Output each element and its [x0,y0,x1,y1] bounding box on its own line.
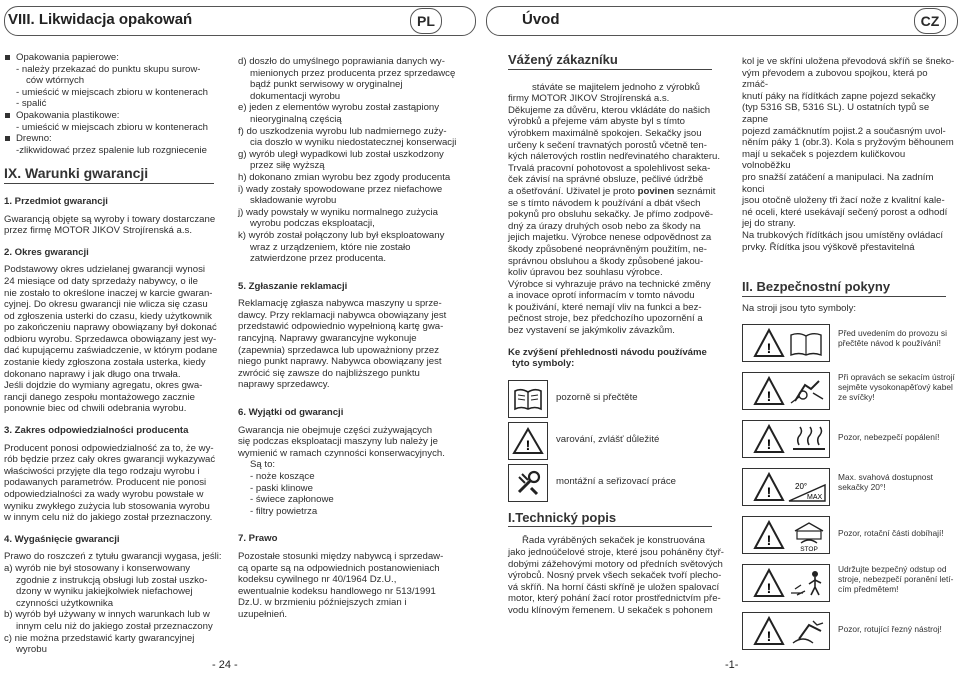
symbol-row-read [508,380,730,418]
text-line: - umieścić w miejscach zbioru w kontenerach [16,86,208,98]
text-line: - paski klinowe [250,482,313,494]
text-line: knutí páky na řídítkách zapne pojezd sekačky [742,90,936,102]
text-line: uzupełnień. [238,608,288,620]
text-line: Udržujte bezpečný odstup od [838,564,947,575]
bold-word: povinen [637,185,675,197]
text-line: prvky. Řídítka jsou výškově přestavitelná [742,241,915,253]
rotating-parts-icon [742,516,830,554]
text-line: innym celu niż do jakiego został przeznaczony [16,620,213,632]
text-line: Pozor, nebezpečí popálení! [838,432,940,443]
text-line: k použivání, které nemají vliv na funkci a bez- [508,301,702,313]
text-line: stroje, nebezpečí poranění letí- [838,574,954,585]
text-line: výrobců. Nosný prvek všech sekaček tvoří plecho- [508,570,722,582]
icon-label [838,564,953,594]
text-line: Řada vyráběných sekaček je konstruována [522,535,705,547]
warning-icon [508,422,548,460]
text-line: dokonano naprawy i jak długo ona trwała. [4,368,181,380]
text-line: j) wady powstały w wyniku normalnego zużycia [238,206,438,218]
svg-text:!: ! [766,580,772,597]
text-line: pro snažší zatáčení a manipulaci. Na zadním konci [742,171,934,195]
text-line: Pozor, rotační části dobíhají! [838,528,944,539]
text-line: vým převodem a zubovou spojkou, která po zmáč- [742,67,928,91]
text-line: přečtěte návod k používání! [838,338,941,349]
text-line: cia doszło w wyniku niedostatecznej konserwacji [250,137,457,149]
text-line: bądź punkt serwisowy w oryginalnej [250,79,403,91]
text-line: pečnost stroje, bez předchozího upozornění a [508,313,703,325]
language-badge: PL [410,8,442,34]
text-line: pojezd zamáčknutím pojist.2 a současným uvol- [742,125,946,137]
text-line: h) dokonano zmian wyrobu bez zgody producenta [238,171,451,183]
read-manual-icon [742,324,830,362]
text-line: Prawo do roszczeń z tytułu gwarancji wygasa, jeśli: [4,551,222,563]
text-line: výrobkem maximálně spokojen. Sekačky jsou [508,127,702,139]
text-line: zostanie kiedy zgłoszona została usterka, kiedy [4,357,206,369]
cutting-blade-icon [742,612,830,650]
text-line: se s tímto návodem k používání a dbát všech [508,197,701,209]
text-line: f) do uszkodzenia wyrobu lub nadmiernego zuży- [238,125,447,137]
text-line: něním páky 1 (obr.3). Kola s pryžovým běhounem [742,137,954,149]
icon-label [838,624,942,634]
symbol-label: pozorně si přečtěte [556,391,638,403]
text-line: Dz.U. w brzmieniu późniejszych zmian i [238,597,407,609]
book-icon [508,380,548,418]
text-line: - noże koszące [250,471,315,482]
text-line: rób będzie przez cały okres gwarancji wykazywać [4,454,216,466]
warranty-period-text [4,264,224,415]
text-line: się podczas eksploatacji maszyny lub należy je [238,436,438,448]
text-line: ze svíčky! [838,392,875,403]
text-line: cą oparte są na odpowiednich postanowieniach [238,562,440,574]
section-divider [508,69,712,70]
text-line: przez siłę wyższą [250,160,325,172]
section-title-technical: I.Technický popis [508,509,617,525]
text-line: koliv úpravou bez souhlasu výrobce. [508,267,663,279]
text-line: kých nálетových rostlin nedřevinatého charakteru. [508,151,721,163]
text-line: niego punkt naprawy. Nabywca obowiązany jest [238,356,442,368]
slope-degree-label: 20° [795,482,808,492]
text-line: -zlikwidować przez spalenie lub rozgniecenie [16,144,207,156]
subsection-title: 1. Przedmiot gwarancji [4,195,108,207]
safety-icons-list [742,324,956,662]
text-line: mají u sekaček s pojezdem kuličkovou volnoběžku [742,148,906,172]
section-title-warranty: IX. Warunki gwarancji [4,165,149,182]
icon-label [838,372,955,402]
text-line [508,186,730,198]
text-line: ewentualnie kodeksu handlowego nr 513/1991 [238,585,436,597]
text-line: mienionych przez producenta przez sprzedawcę [250,67,456,79]
symbols-title: Ke zvýšení přehlednosti návodu používáme [508,346,707,358]
text-line: kol je ve skříni uložena převodová skříň se šneko- [742,56,955,67]
symbol-row-warning [508,422,730,460]
page-right-cz [480,0,960,675]
text-line: Na trubkových řídítkách jsou umístěny ovládací [742,229,944,241]
section-divider [742,296,946,297]
text-line: sejměte vysokonapěťový kabel [838,382,953,393]
flying-objects-icon [742,564,830,602]
hot-surface-icon [742,420,830,458]
text-line: dný za úrazy druhých osob nebo za škody na [508,220,701,232]
text-line: b) wyrób był używany w innych warunkach lub w [4,609,210,621]
page-title: VIII. Likwidacja opakowań [8,11,193,28]
text-line: naprawy sprzedawcy. [238,379,330,391]
text-line: (typ 5316 SB, 5316 SL). U ostatních typů se zapne [742,102,930,125]
page-number: -1- [725,659,739,671]
column-1 [508,54,730,617]
text-line: pokynů pro obsluhu sekačky. Je přímo zodpově- [508,209,714,221]
icon-label [838,472,933,492]
subsection-title: 4. Wygaśnięcie gwarancji [4,533,120,545]
text-line: wyrobu [16,644,47,656]
text-line: Gwarancja nie obejmuje części zużywających [238,424,433,436]
page-title: Úvod [522,11,560,28]
text-line: - świece zapłonowe [250,494,334,506]
subsection-title: 2. Okres gwarancji [4,246,89,258]
stop-label: STOP [800,546,818,554]
text-line: - umieścić w miejscach zbioru w kontenerach [16,121,208,133]
svg-text:!: ! [766,340,772,357]
text-line: cyjnej. Do okresu gwarancji nie wlicza się czasu [4,299,208,311]
section-divider [508,526,712,527]
text-line: właściwości przyjęte dla tego rodzaju wyrobu i [4,465,200,477]
spark-plug-icon [742,372,830,410]
subsection-title: 7. Prawo [238,533,278,545]
text-line: výrobků a přejeme vám abyste byl s tímto [508,116,686,128]
text-line: zwrócić się zawsze do najbliższego punktu [238,367,420,379]
text-line: Výrobce si vyhrazuje právo na technické změny [508,278,711,290]
text-line: odpowiedzialności za wady wyrobu powstałe w [4,489,204,500]
svg-text:!: ! [766,532,772,549]
text-line: i) wady zostały spowodowane przez niefachowe [238,183,443,195]
text-line: Gwarancją objęte są wyroby i towary dostarczane [4,213,216,225]
text-line: škody způsobené neoprávněným použitím, ne- [508,243,707,255]
text-fragment: seznámit [677,185,716,197]
text-line: od zgłoszenia usterki do czasu, kiedy użytkownik [4,310,212,322]
bullet-paper: Opakowania papierowe: [4,52,224,64]
text-line: d) doszło do umyślnego poprawiania danych wy- [238,56,445,67]
text-line: g) wyrób uległ wypadkowi lub został uszkodzony [238,148,444,160]
wrench-icon [508,464,548,502]
column-1 [4,52,224,656]
bullet-plastic: Opakowania plastikowe: [4,110,224,122]
text-line: rancji danego zespołu montażowego zacznie [4,391,195,403]
symbol-label: varování, zvlášť důležité [556,433,660,445]
text-line: stáváte se majitelem jednoho z výrobků [532,81,700,93]
text-line: - spalić [16,98,47,110]
text-line: wymienić w ramach czynności konserwacyjnych. [238,447,445,459]
text-line: - filtry powietrza [250,505,318,517]
text-line: Reklamację zgłasza nabywca maszyny u sprze- [238,298,442,310]
text-line: (zapewnia) sprzedawca lub upoważniony przez [238,344,440,356]
bullet-wood: Drewno: [4,133,224,145]
text-line: przez firmę MOTOR JIKOV Strojírenská a.s. [4,225,193,237]
symbol-label: montážní a seřizovací práce [556,475,676,487]
svg-text:!: ! [525,436,531,453]
text-line: ców wtórnych [26,75,85,87]
slope-icon [742,468,830,506]
text-line: zgodnie z instrukcją obsługi lub został uszko- [16,574,208,586]
text-line: a inovace oprotí informacím v tomto návodu [508,290,695,302]
text-line: rancyjną. Naprawy gwarancyjne wykonuje [238,333,417,345]
svg-text:!: ! [766,388,772,405]
text-line: dać kupującemu zaświadczenie, w którym podane [4,345,218,357]
text-line: - należy przekazać do punktu skupu surow- [16,63,201,75]
producer-liability-text [4,443,224,524]
text-line: jejich majetku. Výrobce nenese odpovědnost za [508,232,712,244]
text-line: c) nie można przedstawić karty gwarancyjnej [4,632,195,644]
icon-label [838,432,940,442]
text-line: Při opravách se sekacím ústrojí [838,372,955,383]
text-line: motor, který pohání žací rotor prostřednictvím pře- [508,593,721,605]
text-line: firmy MOTOR JIKOV Strojírenská a.s. [508,93,670,105]
text-line: jako jednoúčelové stroje, které jsou poháněny čtyř- [508,547,724,559]
text-line: vá skříň. Na horní části skříně je uložen spalovací [508,581,720,593]
text-line: odbioru wyrobu. Sprzedawca obowiązany jest wy- [4,333,217,345]
subsection-title: 6. Wyjątki od gwarancji [238,407,344,419]
subsection-title: 3. Zakres odpowiedzialności producenta [4,425,189,437]
text-line: dokumentacji wyrobu [250,90,341,102]
text-line: składowanie wyrobu [250,195,337,207]
column-2 [742,56,956,662]
text-line: sekačky 20°! [838,482,886,493]
text-line: nie zostało to określone inaczej w karcie gwaran- [4,287,213,299]
text-line: wyniku zwykłego zużycia lub stosowania wyrobu [4,500,210,512]
symbols-title: tyto symboly: [512,358,575,370]
text-line: Podstawowy okres udzielanej gwarancji wynosi [4,264,206,276]
section-title-safety: II. Bezpečnostní pokyny [742,279,891,295]
text-line: a) wyrób nie był stosowany i konserwowany [4,562,191,574]
text-line: w innym celu niż do jakiego został przeznaczony. [4,512,213,524]
text-line: né oceli, které usekávají sečený porost a odhodí [742,206,948,218]
column-2 [238,56,470,621]
text-line: Jeśli dojdzie do wymiany agregatu, okres gwa- [4,380,203,392]
icon-label [838,528,944,538]
text-line: jsou otočně uloženy tři žací nože z kvalitní kale- [742,195,945,207]
text-line: Producent ponosi odpowiedzialność za to, że wy- [4,442,214,454]
text-line: nieoryginalną częścią [250,113,342,125]
text-line: Na stroji jsou tyto symboly: [742,302,857,314]
text-line: wyrobu podczas eksploatacji, [250,218,375,230]
text-line: ponownie biec od chwili odebrania wyrobu. [4,403,187,415]
text-line: po zakończeniu naprawy obowiązany był dokonać [4,322,217,334]
text-line: vodu klínovým řemenem. U sekaček s pohonem [508,605,713,616]
text-line: dawcy. Przy reklamacji nabywca obowiązany jest [238,309,447,321]
text-line: czynności użytkownika [16,597,114,609]
text-line: Max. svahová dostupnost [838,472,933,483]
page-number: - 24 - [212,659,238,671]
svg-text:!: ! [766,628,772,645]
svg-text:!: ! [766,436,772,453]
text-line: wraz z urządzeniem, które nie zostało [250,241,411,253]
text-line: przedstawić odpowiednio wypełnioną kartę gwa- [238,321,444,333]
symbol-row-assembly [508,464,730,502]
text-line: správnou obsluhou a škody způsobené jakou- [508,255,704,267]
text-line: jej do strany. [742,218,796,230]
text-line: Są to: [250,459,276,471]
text-line: zatwierdzone przez producenta. [250,253,386,265]
text-line: Pozostałe stosunki między nabywcą i sprzedaw- [238,550,444,562]
icon-label [838,328,947,348]
text-line: Děkujeme za důvěru, kterou vkládáte do našich [508,104,711,116]
text-line: 24 miesiące od daty sprzedaży nabywcy, o ile [4,275,198,287]
slope-max-label: MAX [807,494,823,502]
text-line: dobými zážehovými motory od předních světových [508,558,723,570]
text-line: bez vystavení se jakýmkoliv závazkům. [508,325,675,337]
text-line: Před uvedením do provozu si [838,328,947,339]
svg-text:!: ! [766,484,772,501]
text-line: kodeksu cywilnego nr 40/1964 Dz.U., [238,574,397,586]
text-line: dzony w wyniku jakiejkolwiek niefachowej [16,586,193,598]
text-line: Trvalá pracovní pohotovost a spolehlivost seka- [508,162,711,174]
greeting-title: Vážený zákazníku [508,52,618,67]
text-line: e) jeden z elementów wyrobu został zastąpiony [238,102,440,114]
text-fragment: a ošetřování. Uživatel je proto [508,185,635,197]
text-line: ček závisí na správné obsluze, pečlivé údržbě [508,174,704,186]
text-line: Pozor, rotující řezný nástroj! [838,624,942,635]
language-badge: CZ [914,8,946,34]
text-line: podawanych parametrów. Producent nie ponosi [4,477,207,489]
text-line: k) wyrób został połączony lub był eksploatowany [238,229,445,241]
text-line: určeny k sečení travnatých porostů včetně ten- [508,139,707,151]
text-line: cím předmětem! [838,584,899,595]
section-divider [4,183,214,184]
subsection-title: 5. Zgłaszanie reklamacji [238,280,348,292]
